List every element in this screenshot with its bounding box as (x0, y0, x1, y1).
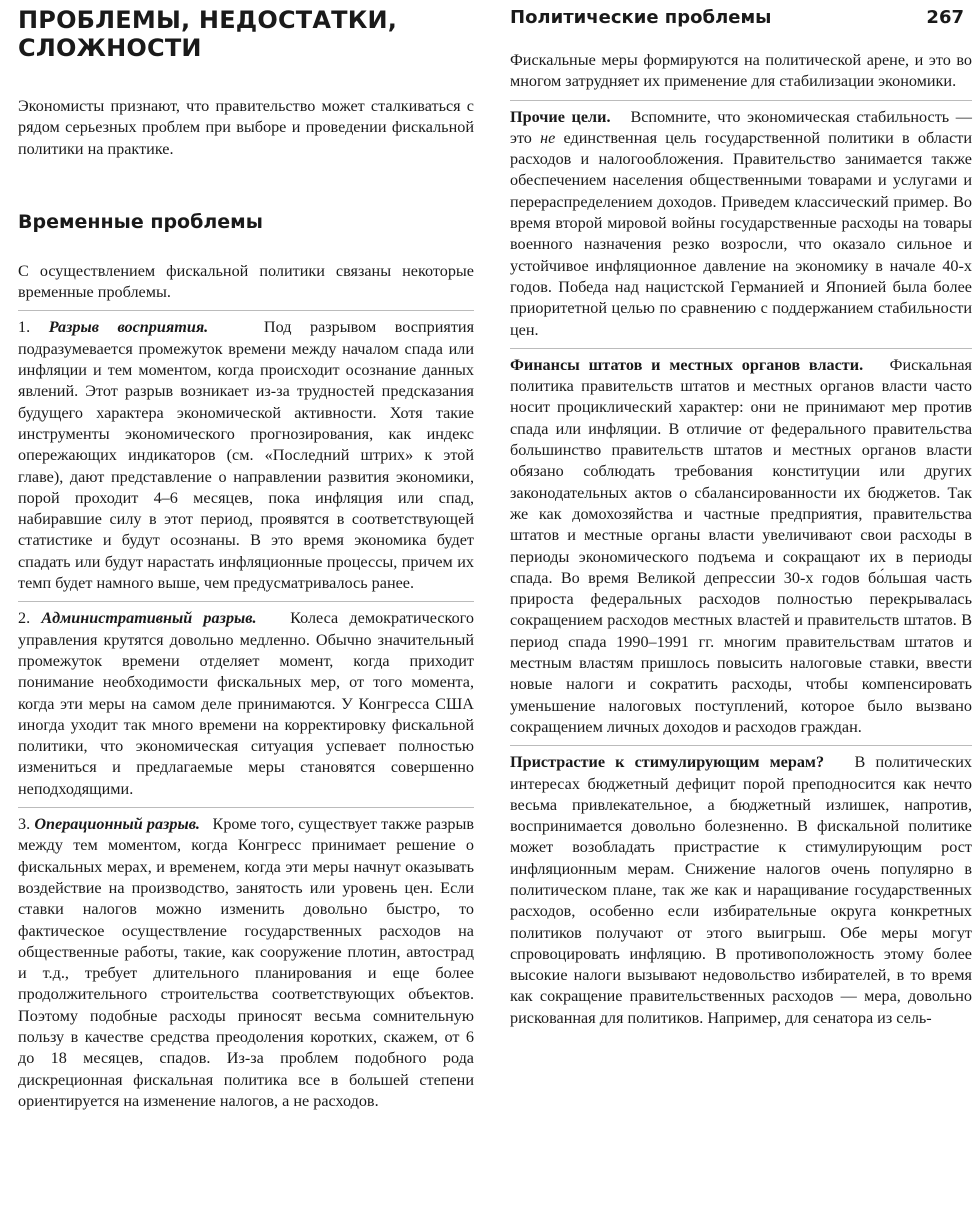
chapter-title-line-1: ПРОБЛЕМЫ, НЕДОСТАТКИ, (18, 6, 398, 34)
item-1-text: Под разрывом восприятия подразумевается промежуток времени между началом спада или инфляции и тем моментом, когда происходит осознание данных явлений. Этот разрыв возникает из-за трудностей предсказания будущего характера экономической активности. Хотя такие инструменты экономического прогнозирования, как индекс опережающих индикаторов (см. «Последний штрих» к этой главе), дают представление о направлении развития экономики, порой проходит 4–6 месяцев, пока инфляция или спад, набиравшие силу в этот период, проявятся в соответствующей статистике и будут осознаны. В это время экономика будет спадать или будут нарастать инфляционные процессы, причем их темп будет намного выше, чем предусматривалось ранее. (18, 318, 475, 593)
other-goals-text-b: единственная цель государственной политики в области расходов и налогообложения. Правительство занимается также обеспечением населения общественными товарами и услугами и перераспределением доходов. Приведем классический пример. Во время второй мировой войны государственные расходы на товары военного назначения резко возросли, что оказало сильное и устойчивое инфляционное давление на экономику в начале 40-х годов. Победа над нацистской Германией и Японией была более приоритетной целью по сравнению с поддержанием стабильности цен. (510, 128, 972, 339)
right-column (510, 0, 972, 1029)
item-3-paragraph (18, 814, 474, 1112)
other-goals-lead: Прочие цели. (510, 107, 611, 126)
left-column (18, 0, 474, 1112)
item-1-number: 1. (18, 318, 31, 337)
separator (18, 310, 474, 311)
item-3-lead: Операционный разрыв. (34, 815, 200, 834)
state-finance-lead: Финансы штатов и местных органов власти. (510, 355, 864, 374)
section-intro-paragraph: С осуществлением фискальной политики связаны некоторые временные проблемы. (18, 261, 474, 302)
separator (18, 807, 474, 808)
item-3-text: Кроме того, существует также разрыв между тем моментом, когда Конгресс принимает решение о фискальных мерах, и временем, когда эти меры начнут оказывать воздействие на производство, занятость или уровень цен. Если ставки налогов можно изменить довольно быстро, то фактическое осуществление государственных расходов на общественные работы, такие, как сооружение плотин, автострад и т.д., требует длительного планирования и еще более продолжительного строительства соответствующих объектов. Поэтому подобные расходы приносят весьма сомнительную пользу в качестве средства преодоления коротких, скажем, от 6 до 18 месяцев, спадов. Из-за проблем подобного рода дискреционная фискальная политика все в большей степени ориентируется на изменение налогов, а не расходов. (18, 815, 475, 1110)
other-goals-text-a: Вспомните, что экономическая стабильность — это (510, 107, 972, 147)
separator (510, 745, 972, 746)
running-head (510, 7, 972, 29)
item-2-text: Колеса демократического управления крутятся довольно медленно. Обычно значительный промежуток времени отделяет момент, когда приходит понимание необходимости фискальных мер, от того момента, когда эти меры на самом деле принимаются. У Конгресса США иногда уходит так много времени на корректировку фискальной политики, что экономическая ситуация успевает полностью измениться и предлагаемые меры становятся совершенно неподходящими. (18, 609, 474, 798)
item-2-number: 2. (18, 609, 31, 628)
intro-paragraph: Экономисты признают, что правительство может сталкиваться с рядом серьезных проблем при выборе и проведении фискальной политики на практике. (18, 97, 474, 158)
stimulus-bias-lead: Пристрастие к стимулирующим мерам? (510, 753, 825, 772)
item-1-lead: Разрыв восприятия. (48, 318, 209, 337)
item-2-paragraph (18, 608, 474, 800)
separator (510, 100, 972, 101)
state-finance-paragraph (510, 355, 972, 738)
section-title: Временные проблемы (18, 210, 263, 233)
item-1-paragraph (18, 317, 474, 594)
item-2-lead: Административный разрыв. (41, 609, 257, 628)
politics-intro-paragraph: Фискальные меры формируются на политической арене, и это во многом затрудняет их применение для стабилизации экономики. (510, 51, 972, 91)
other-goals-paragraph (510, 107, 972, 341)
chapter-title-line-2: СЛОЖНОСТИ (18, 34, 202, 62)
item-3-number: 3. (18, 815, 31, 834)
page-number: 267 (926, 7, 964, 28)
chapter-title (18, 6, 474, 62)
running-head-title: Политические проблемы (510, 7, 772, 28)
state-finance-text: Фискальная политика правительств штатов и местных органов власти часто носит проциклический характер: они не принимают мер против спада или инфляции. В отличие от федерального правительства большинство правительств штатов и местных органов власти обязано соблюдать требования конституции или других законодательных актов о сбалансированности их бюджетов. Так же как домохозяйства и частные предприятия, правительства штатов и местные органы власти увеличивают свои расходы в периоды экономического подъема и сокращают их в периоды спада. Во время Великой депрессии 30-х годов бо́льшая часть прироста федеральных расходов полностью перекрывалась сокращением расходов местных властей и правительств штатов. В период спада 1990–1991 гг. многим правительствам штатов и местным властям пришлось повысить налоговые ставки, ввести новые налоги и сократить расходы, чтобы компенсировать уменьшение налоговых поступлений, которое было вызвано сокращением личных доходов и расходов граждан. (510, 355, 972, 736)
stimulus-bias-text: В политических интересах бюджетный дефицит порой преподносится как нечто весьма привлекательное, а бюджетный излишек, напротив, воспринимается довольно болезненно. В фискальной политике может возобладать пристрастие к стимулирующим рост инфляционным мерам. Снижение налогов очень популярно в политическом плане, так же как и наращивание государственных расходов, особенно если избирательные округа конкретных политиков получают от этого выигрыш. Обе меры могут спровоцировать инфляцию. В противоположность этому более высокие налоги вызывают недовольство избирателей, в то время как сокращение правительственных расходов — мера, довольно рискованная для политиков. Например, для сенатора из сель- (510, 753, 972, 1027)
separator (510, 348, 972, 349)
other-goals-emphasis: не (540, 128, 556, 147)
stimulus-bias-paragraph (510, 752, 972, 1029)
separator (18, 601, 474, 602)
